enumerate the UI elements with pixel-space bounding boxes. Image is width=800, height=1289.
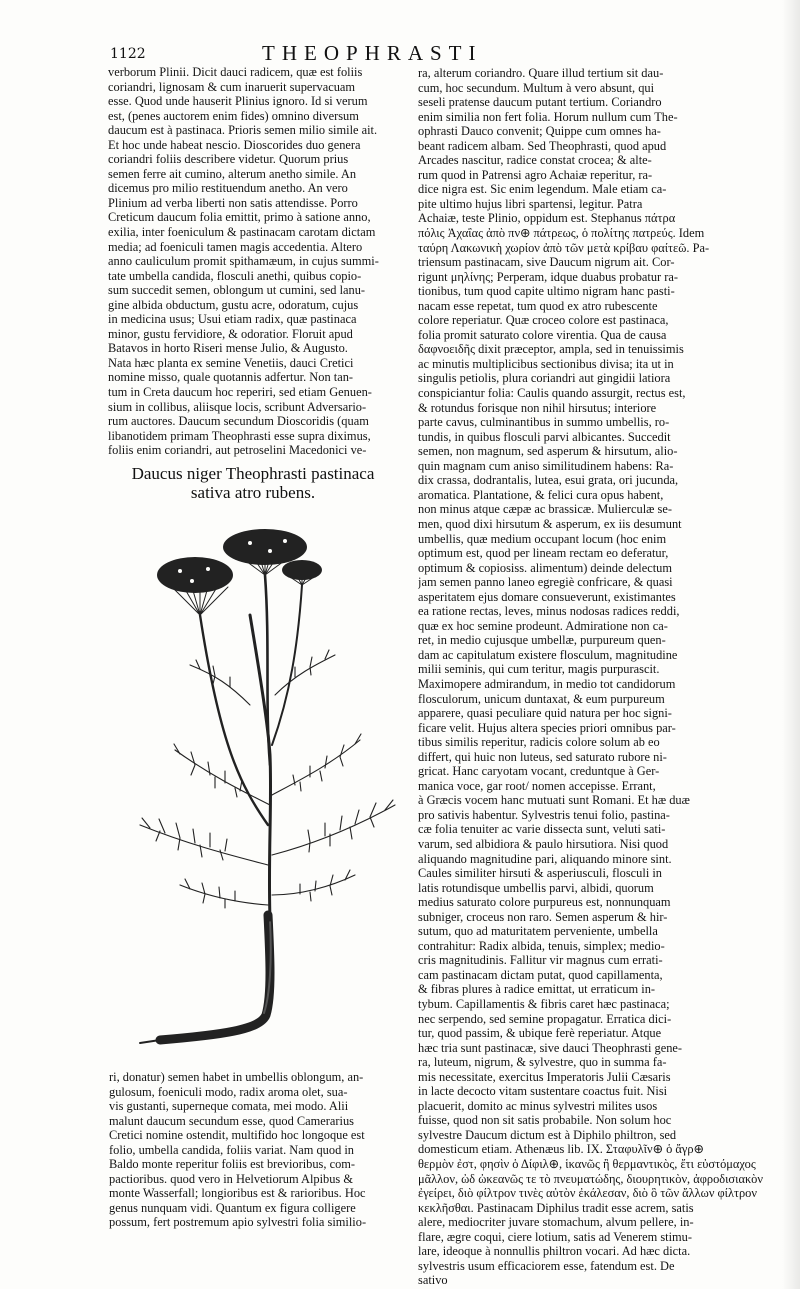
- text-line: cæ folia tenuiter ac varie dissecta sunt, veluti sati-: [418, 822, 666, 837]
- text-line: folio, umbella candida, foliis variat. Nam quod in: [109, 1142, 354, 1157]
- text-line: optimum est, quod per lineam rectam eo deferatur,: [418, 546, 669, 561]
- text-line: seseli pratense daucum putant tertium. Coriandro: [418, 95, 662, 110]
- text-line: ophrasti Dauco convenit; Quippe cum omnes ha-: [418, 124, 661, 139]
- text-line: cum, hoc secundum. Multum à vero absunt, qui: [418, 80, 655, 95]
- text-line: sutum, quo ad maturitatem perveniente, umbella: [418, 924, 658, 939]
- text-line: minor, gustu fervidiore, & odoratior. Floruit apud: [108, 326, 353, 341]
- text-line: monte Wasserfall; longioribus est & rarioribus. Hoc: [109, 1186, 366, 1201]
- text-line: placuerit, domito ac minus sylvestri milites usos: [418, 1098, 658, 1113]
- text-line: tur, quod passim, & ubique ferè reperiatur. Atque: [418, 1026, 662, 1041]
- text-line: umbellis, quæ medium occupant locum (hoc enim: [418, 531, 667, 546]
- text-line: apparere, quasi peculiare quid natura per hoc signi-: [418, 706, 672, 721]
- text-line: varum, sed albidiora & paulo hirsutiora. Nisi quod: [418, 836, 669, 851]
- text-line: enim similia non fert folia. Horum nullum cum The-: [418, 109, 678, 124]
- text-line: verborum Plinii. Dicit dauci radicem, quæ est foliis: [108, 65, 363, 79]
- text-line: daucum est à pastinaca. Prioris semen milio simile ait.: [108, 123, 378, 138]
- text-line: tundis, in quibus flosculi parvi albicantes. Succedit: [418, 429, 671, 444]
- text-line: in lacte decocto vitam sustentare coactus fuit. Nisi: [418, 1084, 668, 1099]
- text-line: latis rotundisque umbellis parvi, albidi, quorum: [418, 880, 654, 895]
- text-line: milii seminis, qui cum teritur, magis purpurascit.: [418, 662, 660, 677]
- text-line: ἐγείρει, διὸ φίλτρον τινὲς αὐτὸν ἐκάλεσαν, διὸ ὃ τῶν ἄλλων φίλτρον: [418, 1186, 757, 1201]
- right-column-text: [418, 66, 770, 1288]
- text-line: gulosum, foeniculi modo, radix aroma olet, sua-: [109, 1084, 348, 1099]
- text-line: vis gustanti, superneque comata, mei modo. Alii: [109, 1099, 349, 1114]
- text-line: tibus similis reperitur, radicis colore solum ab eo: [418, 735, 660, 750]
- text-line: optimum & copiosiss. alimentum) deinde delectum: [418, 560, 672, 575]
- text-line: flare, ægre coqui, ciere lotium, satis ad Venerem stimu-: [418, 1229, 693, 1244]
- text-line: ret, in medio cujusque umbellæ, purpureum quen-: [418, 633, 666, 648]
- text-line: Creticum daucum folia emittit, primo à satione anno,: [108, 210, 371, 225]
- text-line: subniger, croceus non raro. Semen asperum & hir-: [418, 909, 668, 924]
- text-line: quin magnam cum aniso similitudinem habens: Ra-: [418, 458, 674, 473]
- text-line: rum auctores. Daucum secundum Dioscoridis (quam: [108, 414, 369, 429]
- text-line: Caules similiter hirsuti & asperiusculi, flosculi in: [418, 866, 662, 881]
- text-line: semen ferre ait cumino, alterum anetho simile. An: [108, 166, 357, 181]
- text-line: tionibus, tum quod capite ultimo nigram hanc pasti-: [418, 284, 675, 299]
- text-line: Arcades nascitur, radice constat crocea; & alte-: [418, 153, 652, 168]
- page-number: 1122: [110, 46, 146, 62]
- text-line: media; ad foeniculi tamen magis accedentia. Altero: [108, 239, 363, 254]
- text-line: coriandri foliis describere videtur. Quorum prius: [108, 152, 349, 167]
- text-line: conspiciantur folia: Caulis quando assurgit, rectus est,: [418, 386, 686, 401]
- text-line: sylvestre Daucum dictum est à Diphilo philtron, sed: [418, 1127, 677, 1142]
- text-line: manica voce, gar root/ nomen accepisse. Errant,: [418, 778, 656, 793]
- text-line: ri, donatur) semen habet in umbellis oblongum, an-: [109, 1070, 364, 1084]
- text-line: tum in Creta daucum hoc reperiri, sed etiam Genuen-: [108, 385, 372, 400]
- text-line: est, (penes auctorem enim fides) omnino diversum: [108, 108, 359, 123]
- text-line: θερμὸν ἐστ, φησὶν ὁ Δίφιλ⊕, ἱκανῶς ἢ θερμαντικὸς, ἔτι εὐστόμαχος: [418, 1157, 756, 1172]
- daucus-plant-woodcut-icon: [120, 525, 405, 1050]
- text-line: rum quod in Patrensi agro Achaiæ reperitur, ra-: [418, 167, 653, 182]
- text-line: nec serpendo, sed semine propagatur. Erratica dici-: [418, 1011, 672, 1026]
- figure-caption-line-2: sativa atro rubens.: [190, 483, 316, 502]
- text-line: domesticum etiam. Athenæus lib. IX. Σταφυλῖν⊕ ὁ ἄγρ⊕: [418, 1142, 704, 1157]
- text-line: δαφνοειδῆς dixit præceptor, ampla, sed in tenuissimis: [418, 342, 684, 357]
- text-line: foliis enim coriandri, aut petroselini Macedonici ve-: [108, 443, 367, 458]
- text-line: à Græcis vocem hanc mutuati sunt Romani. Et hæ duæ: [418, 793, 690, 808]
- text-line: hæc tria sunt pastinacæ, sive dauci Theophrasti gene-: [418, 1040, 683, 1055]
- text-line: Achaiæ, teste Plinio, oppidum est. Stephanus πάτρα: [418, 211, 676, 226]
- text-line: in medicina usus; Usui etiam radix, quæ pastinaca: [108, 312, 357, 327]
- text-line: ra, luteum, nigrum, & sylvestre, quo in summa fa-: [418, 1055, 667, 1070]
- text-line: gine albida obductum, gustu acre, odoratum, cujus: [108, 297, 359, 312]
- text-line: nomine misso, quale quotannis adfertur. Non tan-: [108, 370, 354, 385]
- text-line: cam pastinacam dictam putat, quod capillamenta,: [418, 967, 663, 982]
- text-line: semen, non magnum, sed asperum & hirsutum, alio-: [418, 444, 678, 459]
- text-line: Batavos in horto Riseri mense Julio, & Augusto.: [108, 341, 348, 356]
- text-line: quæ ex hoc semine prodeunt. Admiratione non ca-: [418, 618, 668, 633]
- text-line: possum, fert postremum apio sylvestri folia similio-: [109, 1215, 367, 1230]
- text-line: Nata hæc planta ex semine Venetiis, dauci Cretici: [108, 355, 354, 370]
- left-column-lower-text: [109, 1070, 399, 1230]
- text-line: flosculorum, unicum duntaxat, & eum purpureum: [418, 691, 665, 706]
- running-title: THEOPHRASTI: [262, 41, 483, 65]
- text-line: & rotundus forisque non nihil hirsutus; interiore: [418, 400, 657, 415]
- text-line: jam semen panno laneo egregiè confricare, & quasi: [418, 575, 673, 590]
- text-line: fuisse, quod non sit satis probabile. Non solum hoc: [418, 1113, 672, 1128]
- text-line: asperitatem ejus domare consueverunt, existimantes: [418, 589, 676, 604]
- text-line: parte cavus, culminantibus in summo umbellis, ro-: [418, 415, 670, 430]
- text-line: aromatica. Plantatione, & felici cura opus habent,: [418, 487, 664, 502]
- figure-caption-line-1: Daucus niger Theophrasti pastinaca: [131, 464, 375, 483]
- text-line: men, quod dixi hirsutum & asperum, ex iis desumunt: [418, 516, 682, 531]
- text-line: lare, ideoque à nonnullis philtron vocari. Ad hæc dicta.: [418, 1244, 691, 1259]
- text-line: πόλις Ἀχαΐας ἀπὸ πν⊕ πάτρεως, ὁ πολίτης πατρεύς. Idem: [418, 226, 705, 241]
- text-line: pro sativis habentur. Sylvestris tenui folio, pastina-: [418, 807, 670, 822]
- text-line: non minus atque cæpæ ac brassicæ. Mulierculæ se-: [418, 502, 672, 517]
- page-edge-shadow: [782, 0, 800, 1289]
- text-line: & fibras plures à radice emittat, ut erraticum in-: [418, 982, 656, 997]
- text-line: beant radicem albam. Sed Theophrasti, quod apud: [418, 138, 667, 153]
- text-line: alere, mediocriter juvare stomachum, alvum pellere, in-: [418, 1215, 694, 1230]
- text-line: coriandri, lignosam & cum inaruerit supervacuam: [108, 79, 356, 94]
- text-line: ac minutis multiplicibus sectionibus divisa; ita ut in: [418, 356, 674, 371]
- text-line: mis necessitate, exercitus Imperatoris Julii Cæsaris: [418, 1069, 671, 1084]
- text-line: colore reperiatur. Quæ croceo colore est pastinaca,: [418, 313, 669, 328]
- text-line: ταύρη Λακωνικὴ χωρίον ἀπὸ τῶν μετὰ κρίβαυ φαίτεῶ. Pa-: [418, 240, 710, 255]
- text-line: pactioribus. quod vero in Helvetiorum Alpibus &: [109, 1171, 353, 1186]
- text-line: contrahitur: Radix albida, tenuis, simplex; medio-: [418, 938, 665, 953]
- text-line: anno cauliculum promit spithamæum, in cujus summi-: [108, 254, 379, 269]
- text-line: malunt daucum secundum esse, quod Camerarius: [109, 1113, 354, 1128]
- left-column-upper-text: [108, 65, 396, 458]
- text-line: gricat. Hanc caryotam vocant, creduntque à Ger-: [418, 764, 660, 779]
- text-line: singulis petiolis, plura coriandri aut gingidii latiora: [418, 371, 671, 386]
- text-line: ra, alterum coriandro. Quare illud tertium sit dau-: [418, 66, 664, 80]
- text-line: triensum pastinacam, sive Daucum nigrum ait. Cor-: [418, 255, 675, 270]
- text-line: libanotidem primam Theophrasti esse supra diximus,: [108, 428, 371, 443]
- text-line: dicemus pro milio restituendum anetho. An vero: [108, 181, 348, 196]
- text-line: rigunt μηλίνης; Perperam, idque duabus probatur ra-: [418, 269, 679, 284]
- text-line: Baldo monte reperitur foliis est brevioribus, com-: [109, 1157, 356, 1172]
- text-line: tybum. Capillamentis & fibris caret hæc pastinaca;: [418, 997, 670, 1011]
- text-line: aliquando magnitudine pari, aliquando minore sint.: [418, 851, 672, 866]
- text-line: sativo: [418, 1273, 448, 1288]
- text-line: nacam esse repetat, tum quod ex atro rubescente: [418, 298, 658, 313]
- text-line: exilia, inter foeniculum & pastinacam carotam dictam: [108, 225, 376, 240]
- text-line: sylvestris usum efficaciorem esse, fatendum est. De: [418, 1258, 675, 1273]
- text-line: dix crassa, dodrantalis, lutea, esui grata, ori jucunda,: [418, 473, 679, 488]
- text-line: μᾶλλον, ὠδ ὠκεανῶς τε τὸ πνευματώδης, διουρητικὸν, ἀφροδισιακὸν: [418, 1171, 763, 1186]
- text-line: pite ultimo hujus libri spartensi, legitur. Patra: [418, 196, 643, 211]
- text-line: cris magnitudinis. Fallitur vir magnus cum errati-: [418, 953, 663, 968]
- text-line: κεκλῆσθαι. Pastinacam Diphilus tradit esse acrem, satis: [418, 1200, 694, 1215]
- text-line: folia promit saturato colore virentia. Qua de causa: [418, 327, 667, 342]
- text-line: sium in collibus, aliisque locis, scribunt Adversario-: [108, 399, 367, 414]
- text-line: sum succedit semen, oblongum ut cumini, sed lanu-: [108, 283, 366, 298]
- text-line: medius saturato colore purpureus est, nonnunquam: [418, 895, 671, 910]
- figure-caption: [108, 464, 398, 502]
- text-line: dice nigra est. Sic enim legendum. Male etiam ca-: [418, 182, 667, 197]
- text-line: genus nunquam vidi. Quantum ex figura colligere: [109, 1200, 356, 1215]
- text-line: ficare velit. Hujus altera species priori omnibus par-: [418, 720, 676, 735]
- text-line: ea ratione rectas, leves, minus nodosas radices reddi,: [418, 604, 680, 619]
- text-line: Maximopere admirandum, in medio tot candidorum: [418, 676, 676, 691]
- text-line: dam ac capitulatum existere flosculum, magnitudine: [418, 647, 678, 662]
- text-line: Et hoc unde habeat nescio. Dioscorides duo genera: [108, 137, 361, 152]
- text-line: tate umbella candida, flosculi anethi, quibus copio-: [108, 268, 362, 283]
- text-line: differt, qui huic non luteus, sed saturato rubore ni-: [418, 749, 667, 764]
- text-line: esse. Quod unde hauserit Plinius ignoro. Id si verum: [108, 94, 368, 109]
- text-line: Cretici nomine ostendit, multifido hoc longoque est: [109, 1128, 365, 1143]
- text-line: Plinium ad verba liberti non satis attendisse. Porro: [108, 195, 358, 210]
